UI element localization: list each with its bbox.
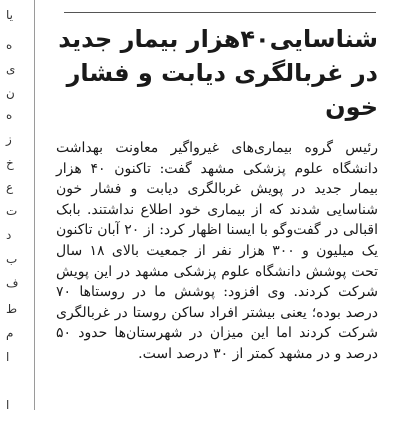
gutter-text: ف bbox=[6, 276, 19, 290]
gutter-text: ا bbox=[6, 398, 10, 412]
gutter-text: ع bbox=[6, 180, 14, 194]
news-article bbox=[56, 22, 378, 365]
gutter-text: ن bbox=[6, 86, 15, 100]
gutter-text: ب bbox=[6, 252, 18, 266]
gutter-text: ی bbox=[6, 62, 16, 76]
gutter-text: د bbox=[6, 228, 12, 242]
gutter-text: ط bbox=[6, 302, 18, 316]
gutter-text: ا bbox=[6, 350, 10, 364]
gutter-text: ز bbox=[6, 132, 12, 146]
headline-line-2: در غربالگری دیابت و فشار خون bbox=[66, 59, 378, 121]
gutter-text: یا bbox=[6, 8, 13, 22]
gutter-text: ه bbox=[6, 108, 13, 122]
column-divider bbox=[34, 0, 35, 410]
adjacent-column-fragment bbox=[0, 0, 30, 440]
headline-line-1: شناسایی۴۰هزار بیمار جدید bbox=[58, 25, 378, 53]
article-headline bbox=[56, 22, 378, 124]
article-top-rule bbox=[64, 12, 376, 13]
gutter-text: ت bbox=[6, 204, 18, 218]
gutter-text: ه bbox=[6, 38, 13, 52]
gutter-text: خ bbox=[6, 156, 14, 170]
gutter-text: م bbox=[6, 326, 14, 340]
article-body: رئیس گروه بیماری‌های غیرواگیر معاونت بهداشت دانشگاه علوم پزشکی مشهد گفت: تاکنون ۴۰ هزار بیمار جدید در پویش غربالگری دیابت و فشار خون شناسایی شدند که از بیماری خود اطلاع نداشتند. بابک اقبالی در گفت‌وگو با ایسنا اظهار کرد: از ۲۰ آبان تاکنون یک میلیون و ۳۰۰ هزار نفر از جمعیت بالای ۱۸ سال تحت پوشش دانشگاه علوم پزشکی مشهد در این پویش شرکت کردند. وی افزود: پوشش ما در روستاها ۷۰ درصد بوده؛ یعنی بیشتر افراد ساکن روستا در غربالگری شرکت کردند اما این میزان در شهرستان‌ها حدود ۵۰ درصد و در مشهد کمتر از ۳۰ درصد است. bbox=[56, 140, 379, 362]
